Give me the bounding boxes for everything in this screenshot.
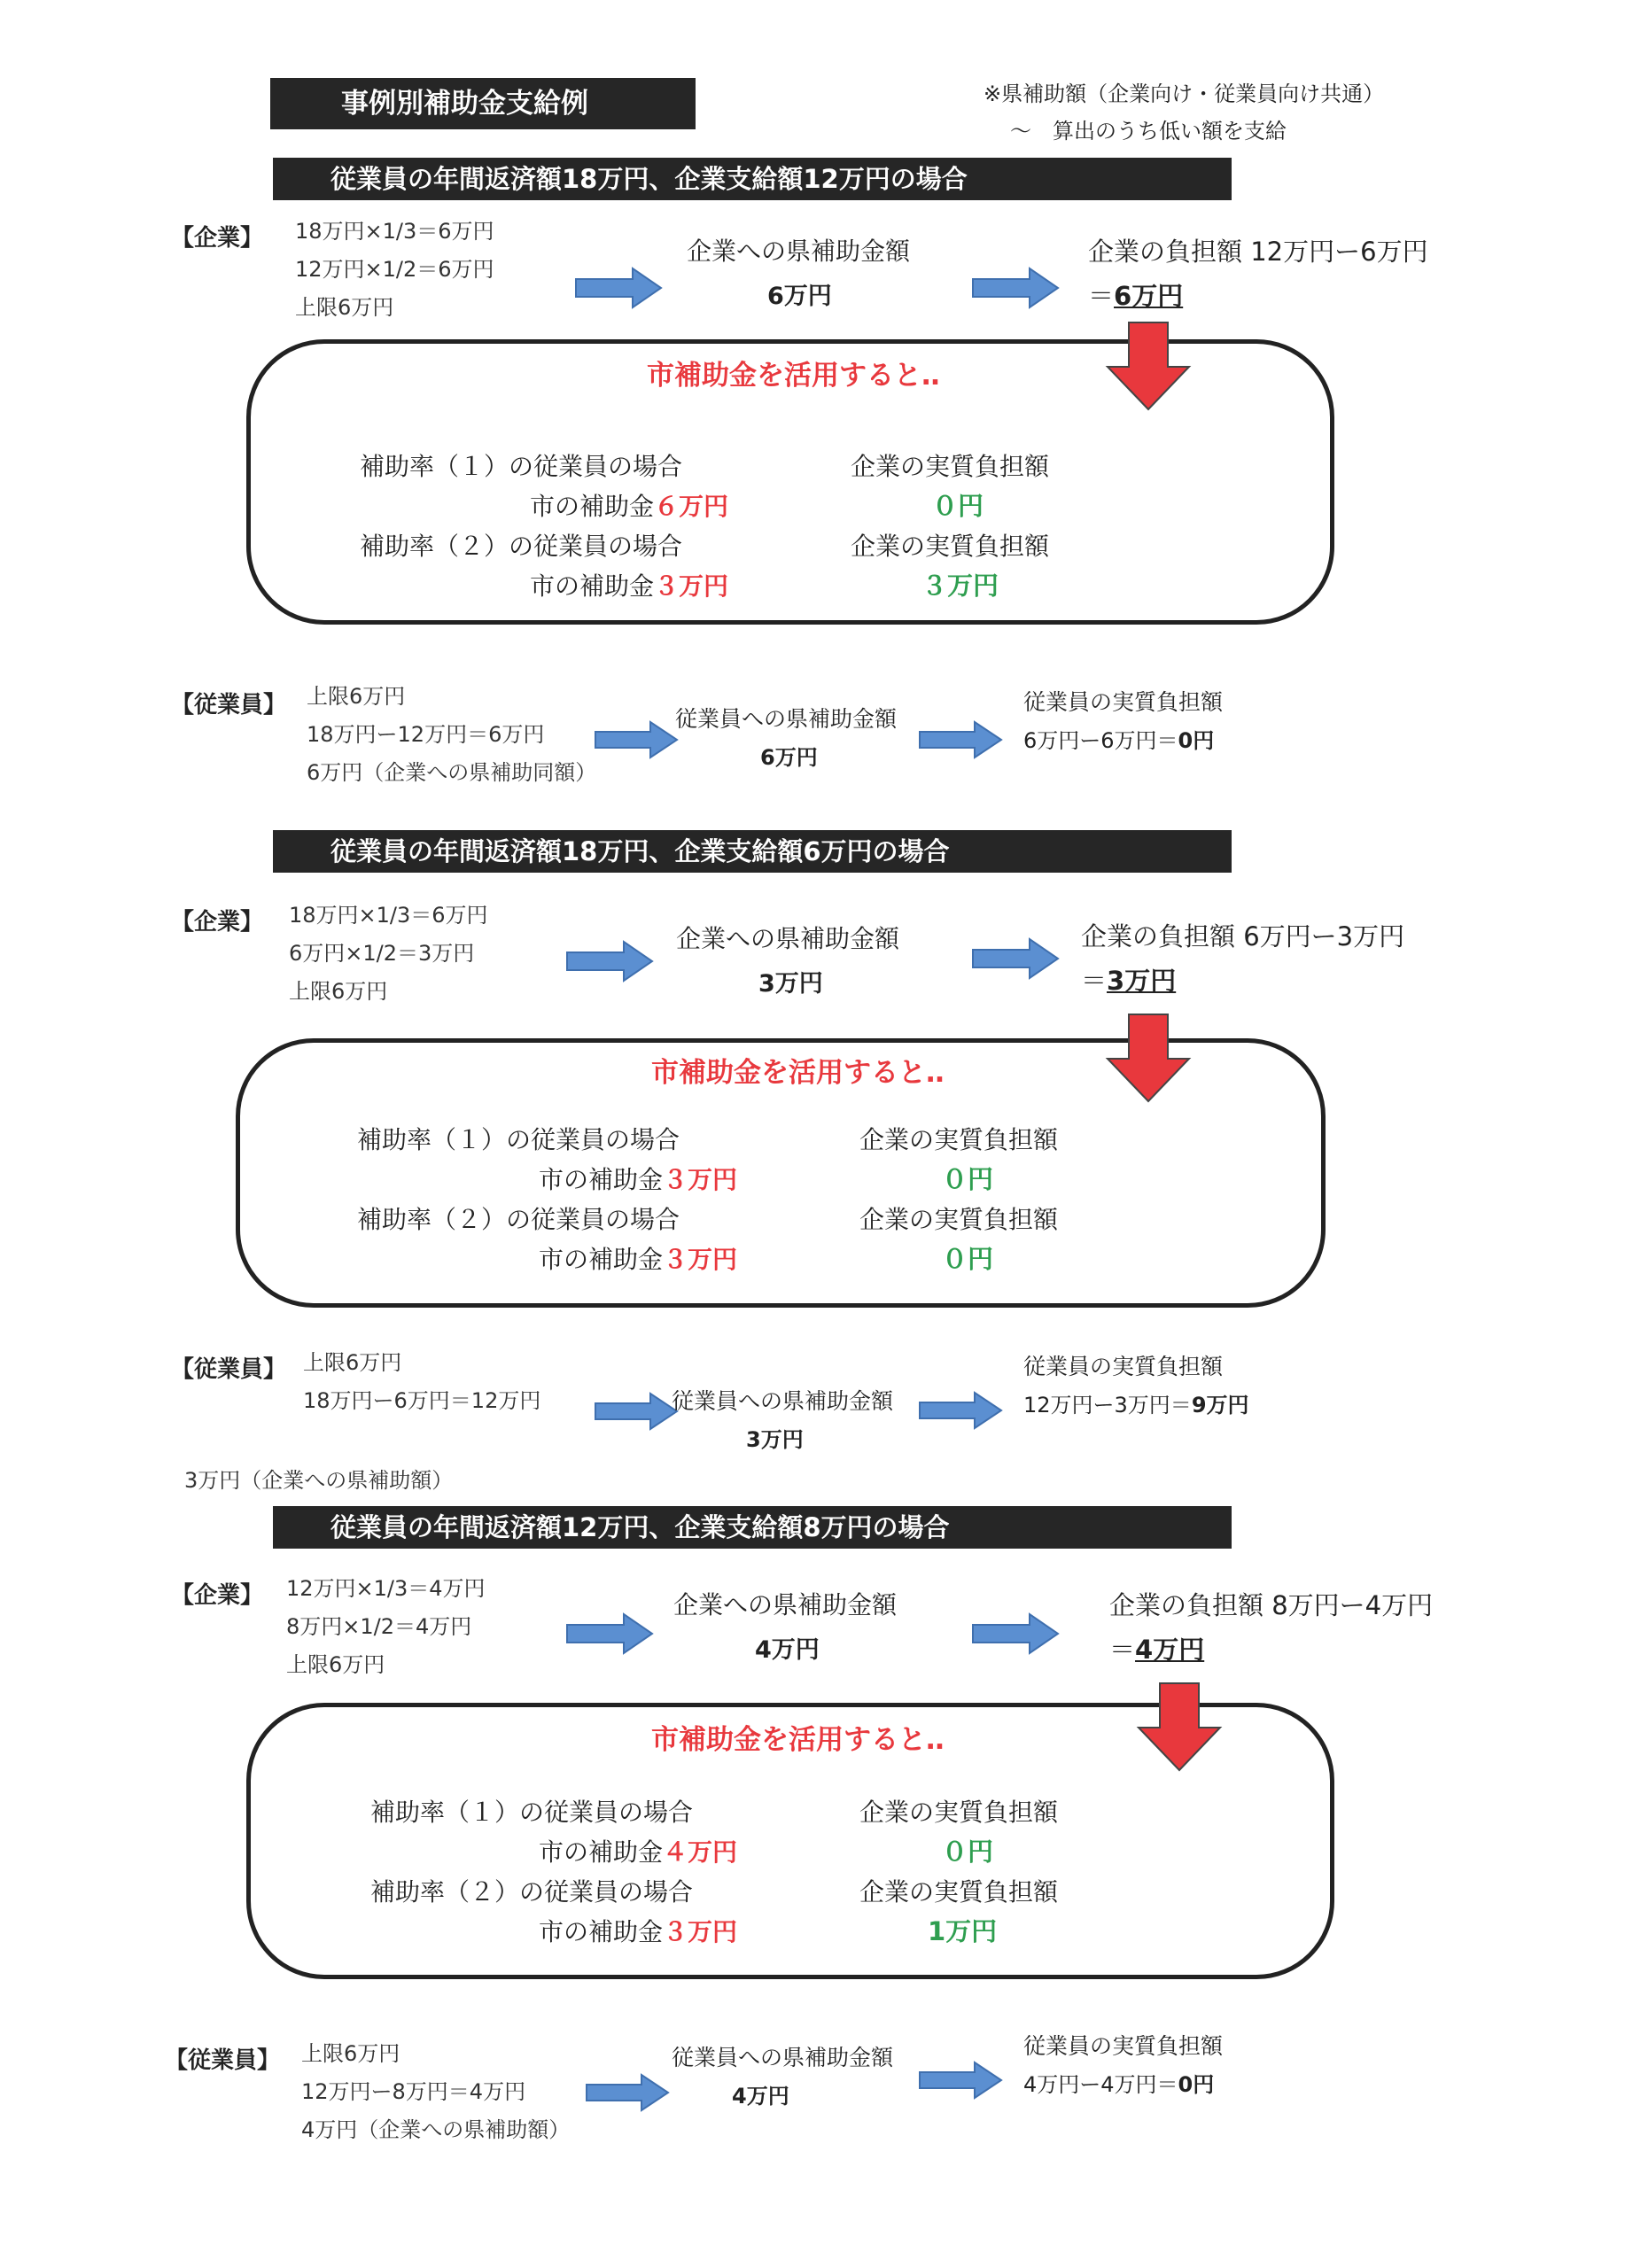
case3-rate2-burden: 1万円 [928,1916,998,1946]
subsidy-prefix: 市の補助金 [539,1917,664,1946]
case1-emp-burden [1023,723,1214,754]
case1-burden-line2 [1088,276,1183,313]
case2-company-calc [289,897,488,1011]
case1-burden-line1: 企業の負担額 12万円ー6万円 [1088,237,1428,267]
case1-employee-label: 【従業員】 [171,692,287,718]
burden-prefix: ＝ [1088,281,1115,311]
case1-rate2-label: 補助率（２）の従業員の場合 [360,532,683,561]
calc-line: 4万円（企業への県補助額） [301,2117,571,2142]
case2-pref-amount: 3万円 [758,970,823,998]
subsidy-amount: ３万円 [663,1917,738,1946]
red-down-arrow-icon [1108,322,1189,409]
case2-rate1-subsidy [539,1161,737,1196]
case1-company-calc [295,213,494,327]
case1-rate2-burden: ３万円 [921,571,999,601]
subsidy-prefix: 市の補助金 [539,1165,664,1194]
subsidy-prefix: 市の補助金 [530,492,655,521]
case3-heading: 従業員の年間返済額12万円、企業支給額8万円の場合 [273,1506,1232,1549]
calc-line: 18万円×1/3＝6万円 [289,903,488,928]
subsidy-amount: ３万円 [663,1165,738,1194]
subsidy-prefix: 市の補助金 [539,1245,664,1274]
case3-pref-label: 企業への県補助金額 [673,1590,898,1619]
case2-company-label: 【企業】 [171,909,264,936]
case2-burden-line1: 企業の負担額 6万円ー3万円 [1081,921,1405,951]
case2-rate2-label: 補助率（２）の従業員の場合 [357,1205,680,1234]
case3-rate2-subsidy [539,1913,737,1948]
blue-arrow-icon [920,2062,1001,2098]
case3-rate1-burden-label: 企業の実質負担額 [859,1798,1059,1827]
burden-prefix: ＝ [1109,1635,1136,1665]
case2-emp-footnote: 3万円（企業への県補助額） [184,1468,454,1493]
blue-arrow-icon [576,268,661,307]
subsidy-prefix: 市の補助金 [539,1837,664,1867]
calc-line: 12万円×1/3＝4万円 [286,1576,486,1601]
calc-line: 18万円ー6万円＝12万円 [303,1388,541,1413]
case2-rate1-burden: ０円 [942,1164,994,1194]
burden-calc: 12万円ー3万円＝ [1023,1393,1192,1418]
calc-line: 18万円ー12万円＝6万円 [307,722,545,747]
blue-arrow-icon [587,2075,668,2110]
case2-rate1-label: 補助率（１）の従業員の場合 [357,1125,680,1154]
case1-employee-calc [307,678,596,792]
burden-amount: 3万円 [1107,966,1177,996]
blue-arrow-icon [973,268,1058,307]
calc-line: 上限6万円 [301,2041,400,2066]
case3-company-calc [286,1570,486,1684]
subsidy-amount: ３万円 [663,1245,738,1274]
blue-arrow-icon [973,1614,1058,1653]
blue-arrow-icon [567,942,652,981]
calc-line: 18万円×1/3＝6万円 [295,219,494,244]
note-line-2: ～ 算出のうち低い額を支給 [1010,119,1287,144]
burden-calc: 4万円ー4万円＝ [1023,2072,1178,2097]
case1-rate1-burden: ０円 [932,491,984,521]
page-title: 事例別補助金支給例 [270,78,696,129]
case3-city-title: 市補助金を活用すると‥ [651,1724,945,1756]
blue-arrow-icon [920,1393,1001,1428]
burden-amount: 4万円 [1135,1635,1205,1665]
burden-amount: 9万円 [1191,1393,1249,1418]
subsidy-amount: ３万円 [654,571,729,601]
red-down-arrow-icon [1139,1683,1220,1770]
case1-emp-pref-amount: 6万円 [760,745,818,770]
case1-emp-burden-label: 従業員の実質負担額 [1023,689,1224,715]
case2-rate2-burden-label: 企業の実質負担額 [859,1205,1059,1234]
subsidy-amount: ４万円 [663,1837,738,1867]
case3-burden-line1: 企業の負担額 8万円ー4万円 [1109,1590,1434,1620]
case3-emp-burden [1023,2067,1214,2098]
case3-burden-line2 [1109,1630,1204,1666]
case2-emp-burden-label: 従業員の実質負担額 [1023,1354,1224,1379]
case3-rate2-burden-label: 企業の実質負担額 [859,1877,1059,1907]
calc-line: 8万円×1/2＝4万円 [286,1614,472,1639]
case1-rate1-label: 補助率（１）の従業員の場合 [360,452,683,481]
case1-pref-label: 企業への県補助金額 [687,237,911,266]
case2-heading: 従業員の年間返済額18万円、企業支給額6万円の場合 [273,830,1232,873]
calc-line: 上限6万円 [303,1350,402,1375]
blue-arrow-icon [595,722,677,757]
case3-rate2-label: 補助率（２）の従業員の場合 [370,1877,694,1907]
case2-rate2-subsidy [539,1240,737,1276]
case2-rate1-burden-label: 企業の実質負担額 [859,1125,1059,1154]
blue-arrow-icon [595,1394,677,1429]
case3-emp-burden-label: 従業員の実質負担額 [1023,2033,1224,2059]
case3-employee-label: 【従業員】 [165,2047,281,2074]
calc-line: 上限6万円 [307,684,406,709]
case2-employee-calc [303,1344,540,1420]
case1-company-label: 【企業】 [171,225,264,252]
case1-rate1-subsidy [530,487,728,523]
case1-rate2-burden-label: 企業の実質負担額 [851,532,1050,561]
subsidy-prefix: 市の補助金 [530,571,655,601]
case1-heading: 従業員の年間返済額18万円、企業支給額12万円の場合 [273,158,1232,200]
calc-line: 12万円ー8万円＝4万円 [301,2079,526,2104]
burden-amount: 0円 [1178,728,1215,753]
case2-employee-label: 【従業員】 [171,1356,287,1383]
burden-calc: 6万円ー6万円＝ [1023,728,1178,753]
burden-amount: 0円 [1178,2072,1215,2097]
case2-emp-pref-label: 従業員への県補助金額 [672,1388,894,1414]
burden-amount: 6万円 [1114,281,1184,311]
case3-employee-calc [301,2035,570,2149]
case1-city-title: 市補助金を活用すると‥ [647,360,940,392]
case2-rate2-burden: ０円 [942,1244,994,1274]
calc-line: 6万円×1/2＝3万円 [289,941,475,966]
calc-line: 上限6万円 [289,979,388,1004]
case3-emp-pref-amount: 4万円 [732,2084,789,2109]
calc-line: 12万円×1/2＝6万円 [295,257,494,282]
case3-rate1-burden: ０円 [942,1837,994,1867]
case2-city-title: 市補助金を活用すると‥ [651,1057,945,1089]
case2-emp-burden [1023,1387,1249,1418]
case3-emp-pref-label: 従業員への県補助金額 [672,2045,894,2070]
calc-line: 上限6万円 [295,295,394,320]
case3-rate1-label: 補助率（１）の従業員の場合 [370,1798,694,1827]
case3-pref-amount: 4万円 [755,1636,820,1664]
case3-rate1-subsidy [539,1833,737,1868]
case2-pref-label: 企業への県補助金額 [676,924,900,953]
case1-rate1-burden-label: 企業の実質負担額 [851,452,1050,481]
note-line-1: ※県補助額（企業向け・従業員向け共通） [984,82,1385,106]
case2-emp-pref-amount: 3万円 [746,1427,804,1452]
case1-rate2-subsidy [530,567,728,602]
calc-line: 上限6万円 [286,1652,385,1677]
blue-arrow-icon [567,1614,652,1653]
case1-emp-pref-label: 従業員への県補助金額 [675,706,898,732]
red-down-arrow-icon [1108,1014,1189,1101]
subsidy-amount: ６万円 [654,492,729,521]
calc-line: 6万円（企業への県補助同額） [307,760,597,785]
case3-company-label: 【企業】 [171,1582,264,1609]
case1-pref-amount: 6万円 [767,283,832,310]
blue-arrow-icon [973,939,1058,978]
case2-burden-line2 [1081,961,1176,998]
blue-arrow-icon [920,722,1001,757]
burden-prefix: ＝ [1081,966,1108,996]
